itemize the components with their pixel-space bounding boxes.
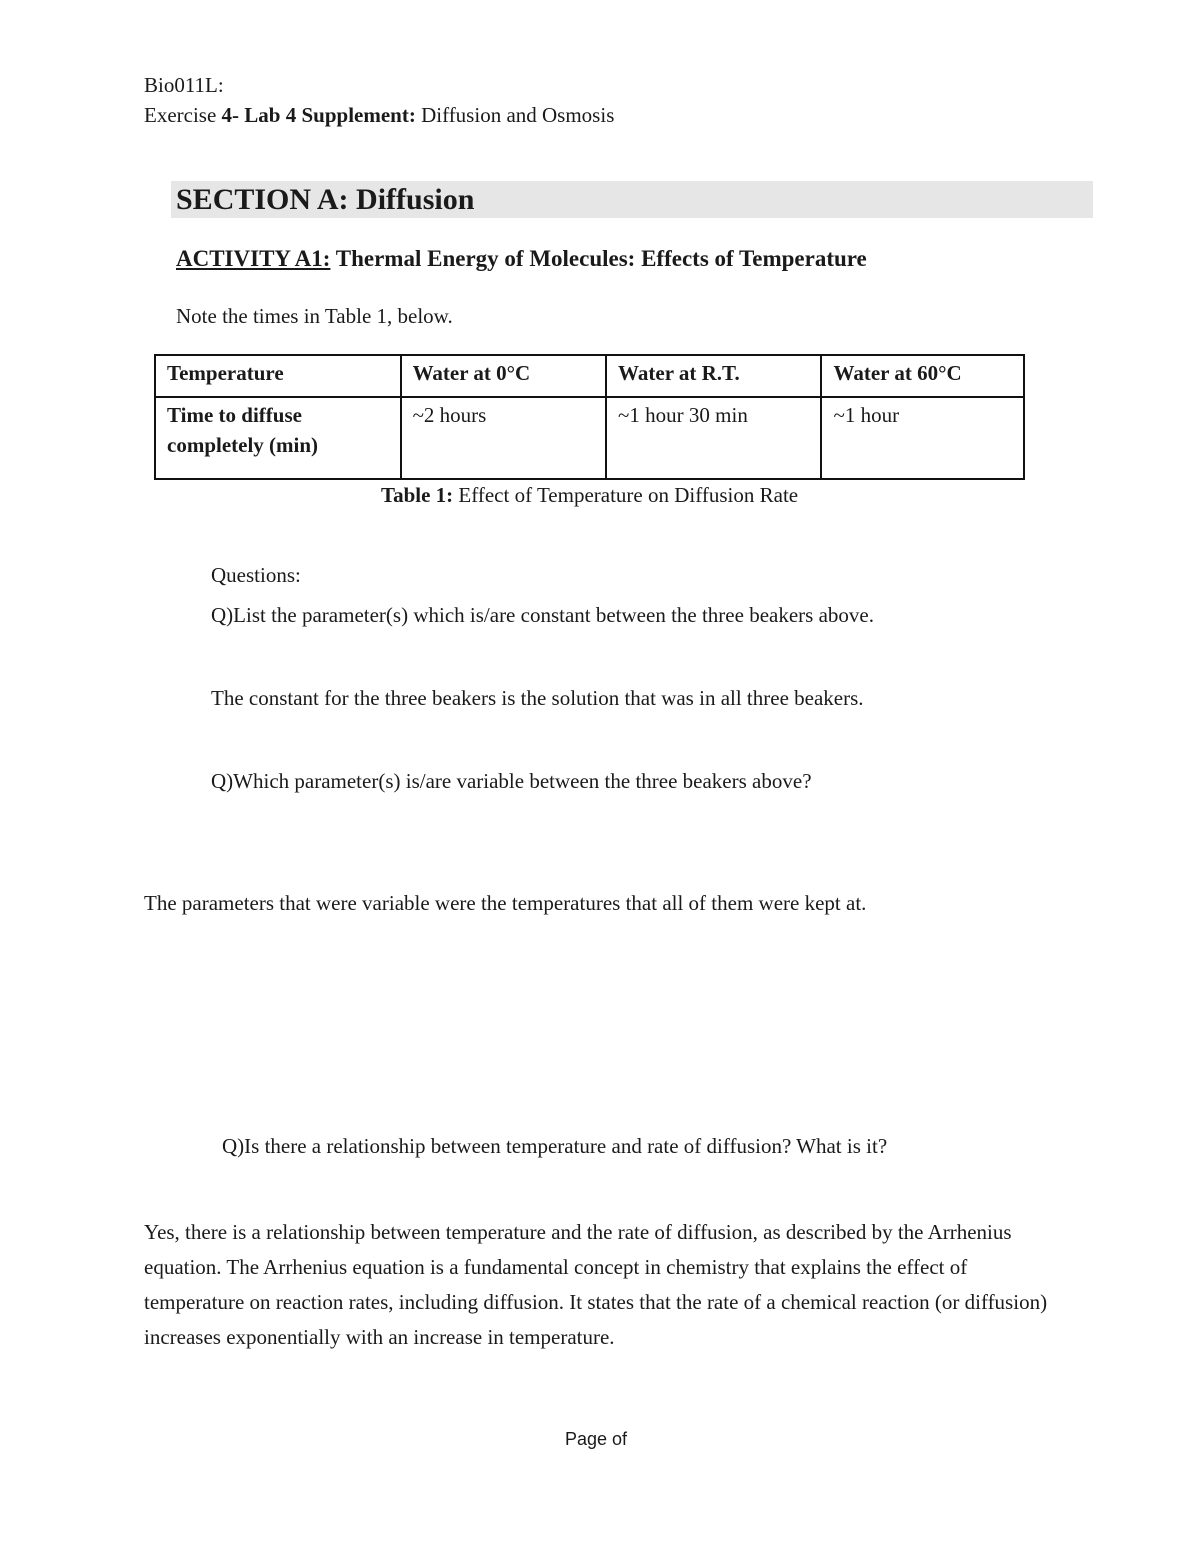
row-label-cell	[155, 397, 401, 479]
header-cell-60c: Water at 60°C	[821, 355, 1024, 397]
table-caption	[381, 482, 798, 508]
answer-2: The parameters that were variable were the temperatures that all of them were kept at.	[144, 891, 867, 915]
answer-1: The constant for the three beakers is the solution that was in all three beakers.	[211, 686, 864, 710]
table-header-row	[155, 355, 1024, 397]
caption-label: Table 1:	[381, 483, 454, 507]
header-cell-0c: Water at 0°C	[401, 355, 606, 397]
cell-60c-value: ~1 hour	[821, 397, 1024, 479]
activity-heading	[176, 244, 867, 274]
exercise-bold: 4- Lab 4 Supplement:	[221, 103, 416, 127]
cell-0c-value: ~2 hours	[401, 397, 606, 479]
table-row	[155, 397, 1024, 479]
page-footer: Page of	[565, 1429, 628, 1449]
table-note: Note the times in Table 1, below.	[176, 304, 453, 328]
activity-label: ACTIVITY A1:	[176, 246, 331, 271]
question-1: Q)List the parameter(s) which is/are constant between the three beakers above.	[211, 603, 874, 627]
questions-heading: Questions:	[211, 563, 301, 587]
exercise-suffix: Diffusion and Osmosis	[415, 103, 615, 127]
row-label-line1: Time to diffuse	[167, 403, 302, 427]
row-label-line2: completely (min)	[167, 433, 319, 457]
activity-title: Thermal Energy of Molecules: Effects of Temperature	[330, 246, 867, 271]
header-cell-temperature: Temperature	[155, 355, 401, 397]
temperature-table	[154, 354, 1025, 480]
course-code: Bio011L:	[144, 73, 224, 97]
cell-rt-value: ~1 hour 30 min	[606, 397, 821, 479]
question-3: Q)Is there a relationship between temperature and rate of diffusion? What is it?	[222, 1134, 888, 1158]
answer-3: Yes, there is a relationship between temperature and the rate of diffusion, as described by the Arrhenius equation. The Arrhenius equation is a fundamental concept in chemistry that explains the effect of temperature on reaction rates, including diffusion. It states that the rate of a chemical reaction (or diffusion) increases exponentially with an increase in temperature.	[144, 1220, 1048, 1349]
caption-text: Effect of Temperature on Diffusion Rate	[453, 483, 799, 507]
header-cell-rt: Water at R.T.	[606, 355, 821, 397]
question-2: Q)Which parameter(s) is/are variable between the three beakers above?	[211, 769, 812, 793]
exercise-title	[144, 102, 614, 128]
section-title: SECTION A: Diffusion	[176, 183, 475, 216]
exercise-prefix: Exercise	[144, 103, 222, 127]
